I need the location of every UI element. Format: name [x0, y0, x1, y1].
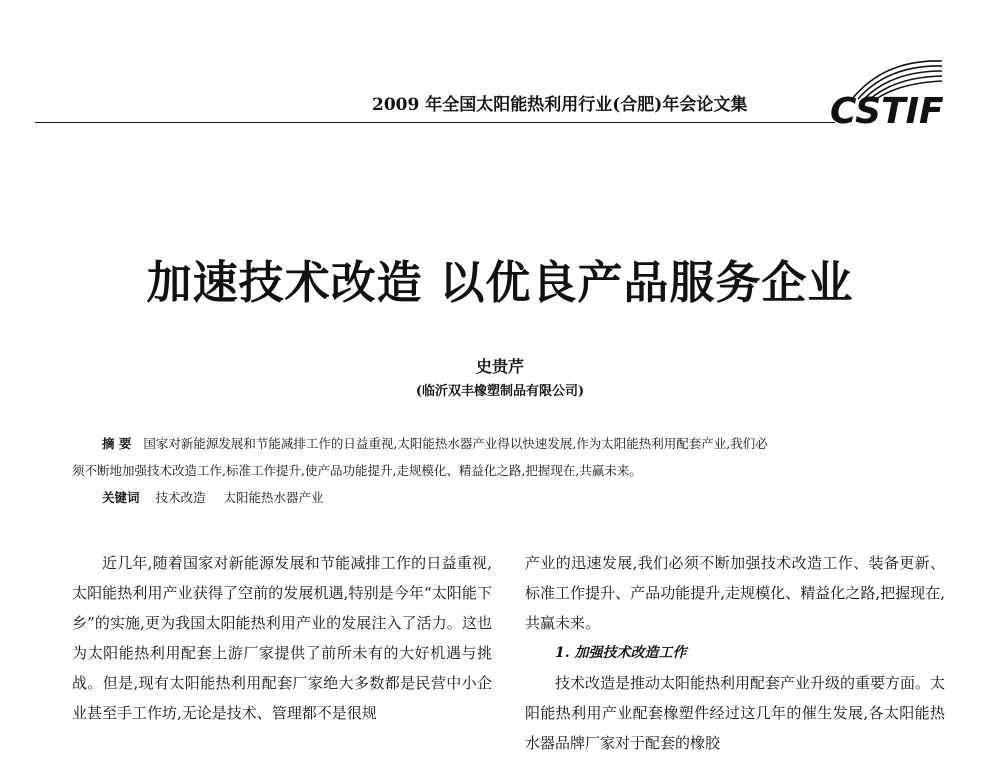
abstract-label: 摘 要 [102, 436, 132, 451]
header-rule [35, 122, 835, 123]
body-column-left [72, 548, 492, 728]
keyword-item: 技术改造 [155, 490, 206, 505]
proceedings-header-title: 2009 年全国太阳能热利用行业(合肥)年会论文集 [372, 95, 748, 115]
body-paragraph: 产业的迅速发展,我们必须不断加强技术改造工作、装备更新、标准工作提升、产品功能提升,走规模化、精益化之路,把握现在,共赢未来。 [525, 554, 945, 632]
body-paragraph: 近几年,随着国家对新能源发展和节能减排工作的日益重视,太阳能热利用产业获得了空前的发展机遇,特别是今年“太阳能下乡”的实施,更为我国太阳能热利用产业的发展注入了活力。这也为太阳能热利用配套上游厂家提供了前所未有的大好机遇与挑战。但是,现有太阳能热利用配套厂家绝大多数都是民营中小企业甚至手工作坊,无论是技术、管理都不是很规 [72, 554, 492, 722]
abstract [72, 430, 952, 484]
abstract-text-1: 国家对新能源发展和节能减排工作的日益重视,太阳能热水器产业得以快速发展,作为太阳能热利用配套产业,我们必 [143, 436, 768, 451]
keyword-item: 太阳能热水器产业 [223, 490, 324, 505]
section-heading: 1. 加强技术改造工作 [555, 645, 687, 661]
author-affiliation: (临沂双丰橡塑制品有限公司) [415, 384, 585, 399]
author-name: 史贵芹 [475, 357, 524, 376]
logo-text: CSTIF [830, 91, 944, 132]
body-column-right [525, 548, 945, 758]
abstract-line-1 [72, 430, 952, 457]
keywords-label: 关键词 [102, 490, 140, 505]
body-paragraph: 技术改造是推动太阳能热利用配套产业升级的重要方面。太阳能热利用产业配套橡塑件经过这几年的催生发展,各太阳能热水器品牌厂家对于配套的橡胶 [525, 674, 946, 752]
cstif-logo [830, 55, 965, 135]
keywords [102, 484, 338, 511]
paper-title: 加速技术改造 以优良产品服务企业 [146, 256, 854, 309]
abstract-text-2: 须不断地加强技术改造工作,标准工作提升,使产品功能提升,走规模化、精益化之路,把握现在,共赢未来。 [72, 463, 642, 478]
